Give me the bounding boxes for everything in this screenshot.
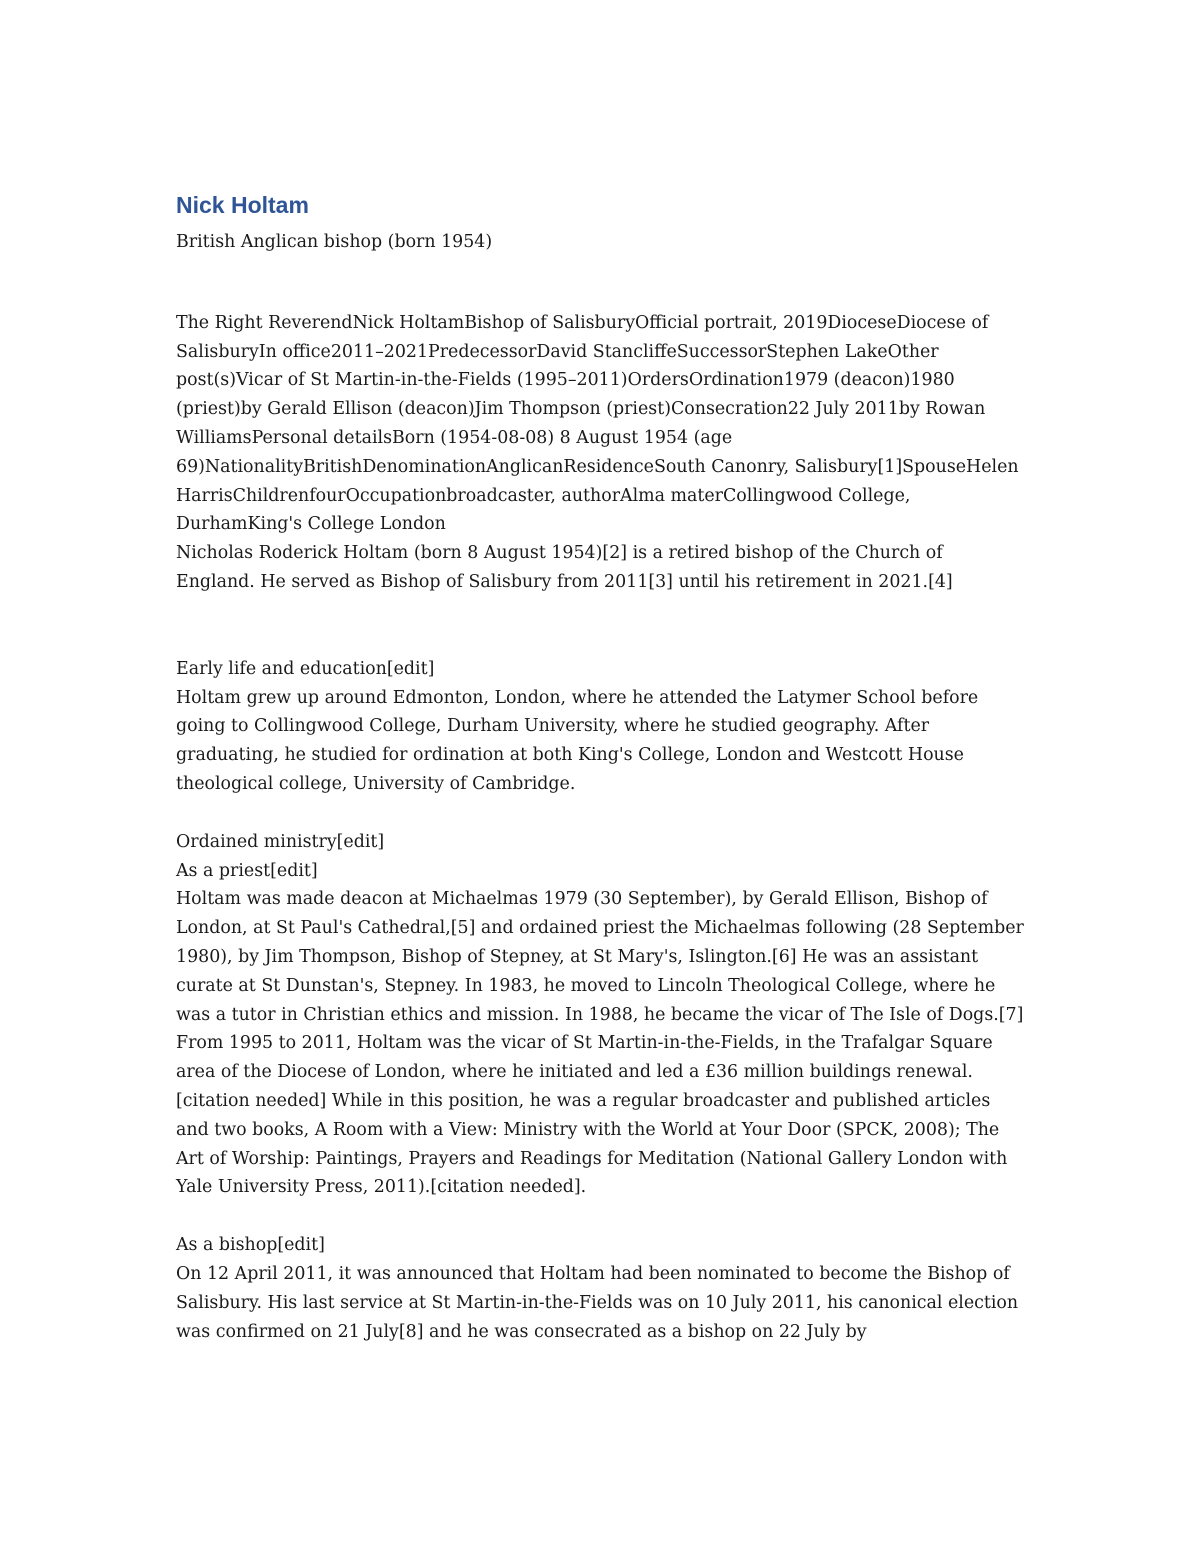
infobox-text: The Right ReverendNick HoltamBishop of SalisburyOfficial portrait, 2019DioceseDiocese of SalisburyIn office2011–2021PredecessorDavid StancliffeSuccessorStephen LakeOther post(s)Vicar of St Martin-in-the-Fields (1995–2011)OrdersOrdination1979 (deacon)1980 (priest)by Gerald Ellison (deacon)Jim Thompson (priest)Consecration22 July 2011by Rowan WilliamsPersonal detailsBorn (1954-08-08) 8 August 1954 (age 69)NationalityBritishDenominationAnglicanResidenceSouth Canonry, Salisbury[1]SpouseHelen HarrisChildrenfourOccupationbroadcaster, authorAlma materCollingwood College, DurhamKing's College London: [176, 312, 1019, 535]
document-page: [176, 188, 1026, 1346]
priest-paragraph-2: From 1995 to 2011, Holtam was the vicar of St Martin-in-the-Fields, in the Trafalgar Square area of the Diocese of London, where he initiated and led a £36 million buildings renewal.[citation needed] While in this position, he was a regular broadcaster and published articles and two books, A Room with a View: Ministry with the World at Your Door (SPCK, 2008); The Art of Worship: Paintings, Prayers and Readings for Meditation (National Gallery London with Yale University Press, 2011).[citation needed].: [176, 1033, 1008, 1198]
early-life-paragraph: Holtam grew up around Edmonton, London, where he attended the Latymer School before going to Collingwood College, Durham University, where he studied geography. After graduating, he studied for ordination at both King's College, London and Westcott House theological college, University of Cambridge.: [176, 687, 979, 794]
page-subtitle: British Anglican bishop (born 1954): [176, 232, 493, 252]
spacer: [176, 799, 1026, 828]
subsection-heading-bishop: As a bishop[edit]: [176, 1235, 325, 1256]
subsection-heading-priest: As a priest[edit]: [176, 860, 318, 881]
spacer: [176, 597, 1026, 655]
priest-paragraph-1: Holtam was made deacon at Michaelmas 1979 (30 September), by Gerald Ellison, Bishop of London, at St Paul's Cathedral,[5] and ordained priest the Michaelmas following (28 September 1980), by Jim Thompson, Bishop of Stepney, at St Mary's, Islington.[6] He was an assistant curate at St Dunstan's, Stepney. In 1983, he moved to Lincoln Theological College, where he was a tutor in Christian ethics and mission. In 1988, he became the vicar of The Isle of Dogs.[7]: [176, 889, 1024, 1025]
spacer: [176, 1202, 1026, 1231]
bishop-paragraph: On 12 April 2011, it was announced that Holtam had been nominated to become the Bishop of Salisbury. His last service at St Martin-in-the-Fields was on 10 July 2011, his canonical election was confirmed on 21 July[8] and he was consecrated as a bishop on 22 July by: [176, 1263, 1019, 1342]
intro-paragraph: Nicholas Roderick Holtam (born 8 August 1954)[2] is a retired bishop of the Church of England. He served as Bishop of Salisbury from 2011[3] until his retirement in 2021.[4]: [176, 543, 953, 592]
page-title: Nick Holtam: [176, 192, 309, 218]
section-heading-early-life: Early life and education[edit]: [176, 658, 435, 679]
section-heading-ordained-ministry: Ordained ministry[edit]: [176, 831, 385, 852]
